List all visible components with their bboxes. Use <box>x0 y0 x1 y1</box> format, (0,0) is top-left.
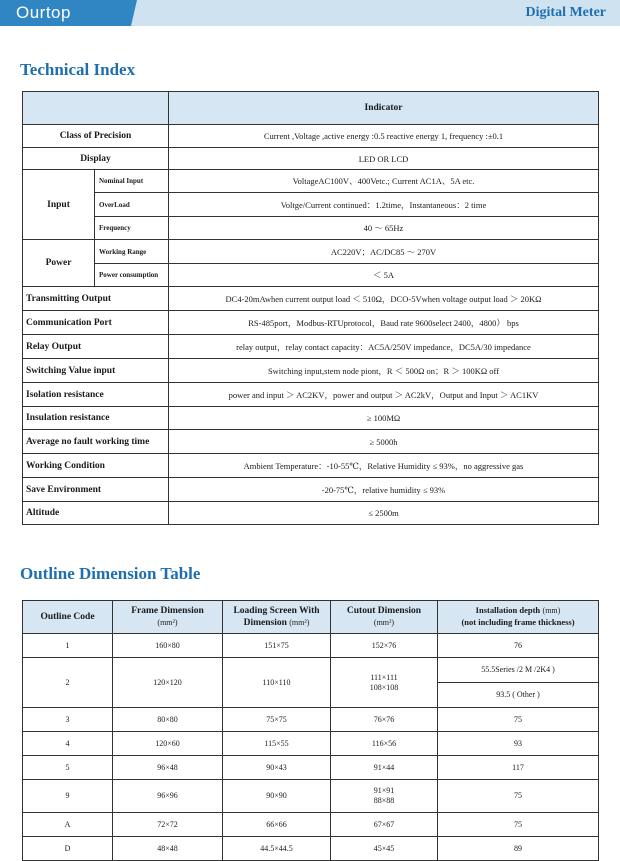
row-value: RS-485port，Modbus-RTUprotocol，Baud rate 9600select 2400，4800） bps <box>169 311 599 335</box>
header-title: Digital Meter <box>525 5 606 20</box>
table-row <box>23 502 599 525</box>
row-sublabel: Nominal Input <box>95 170 169 193</box>
row-value: power and input ＞ AC2KV，power and output ＞ AC2kV，Output and Input ＞ AC1KV <box>169 383 599 407</box>
installation-depth-header: Installation depth (mm) (not including frame thickness) <box>438 601 599 634</box>
outline-code-cell: 9 <box>23 780 113 813</box>
row-label: Average no fault working time <box>23 430 169 454</box>
outline-code-cell: D <box>23 837 113 861</box>
table-row <box>23 407 599 430</box>
frame-cell: 96×48 <box>113 756 223 780</box>
frame-cell: 80×80 <box>113 708 223 732</box>
cutout-cell: 91×91 88×88 <box>331 780 438 813</box>
table-row <box>23 359 599 383</box>
row-value: 40 ～ 65Hz <box>169 217 599 240</box>
loading-cell: 66×66 <box>223 813 331 837</box>
brand-logo: Ourtop <box>0 0 131 26</box>
row-label: Insulation resistance <box>23 407 169 430</box>
frame-dimension-header: Frame Dimension (mm²) <box>113 601 223 634</box>
depth-cell: 75 <box>438 708 599 732</box>
depth-cell: 76 <box>438 634 599 658</box>
table-row <box>23 170 599 193</box>
header-bar <box>0 0 620 26</box>
row-value: Voltge/Current continued：1.2time，Instantaneous：2 time <box>169 193 599 217</box>
technical-index-title: Technical Index <box>20 60 136 79</box>
outline-code-cell: 2 <box>23 658 113 708</box>
brand-corner <box>131 0 137 26</box>
row-sublabel: Power consumption <box>95 264 169 287</box>
depth-cell: 89 <box>438 837 599 861</box>
table-row <box>23 217 599 240</box>
row-label: Isolation resistance <box>23 383 169 407</box>
row-value: -20-75℃，relative humidity ≤ 93% <box>169 478 599 502</box>
outline-dimension-table <box>22 600 599 861</box>
cutout-cell: 111×111 108×108 <box>331 658 438 708</box>
row-value: ≥ 5000h <box>169 430 599 454</box>
outline-code-cell: A <box>23 813 113 837</box>
row-value: ≤ 2500m <box>169 502 599 525</box>
row-value: relay output，relay contact capacity：AC5A/250V impedance，DC5A/30 impedance <box>169 335 599 359</box>
table-row <box>23 148 599 170</box>
table-row <box>23 240 599 264</box>
row-label: Save Environment <box>23 478 169 502</box>
cutout-cell: 76×76 <box>331 708 438 732</box>
frame-cell: 160×80 <box>113 634 223 658</box>
power-label: Power <box>23 240 95 287</box>
row-value: AC220V；AC/DC85 ～ 270V <box>169 240 599 264</box>
frame-cell: 48×48 <box>113 837 223 861</box>
indicator-header: Indicator <box>169 92 599 125</box>
table-row <box>23 264 599 287</box>
row-value: ≥ 100MΩ <box>169 407 599 430</box>
cutout-cell: 67×67 <box>331 813 438 837</box>
row-label: Display <box>23 148 169 170</box>
depth-cell: 93.5 ( Other ) <box>438 683 599 708</box>
frame-cell: 96×96 <box>113 780 223 813</box>
table-row <box>23 287 599 311</box>
row-value: DC4-20mAwhen current output load ＜ 510Ω，DCO-5Vwhen voltage output load ＞ 20KΩ <box>169 287 599 311</box>
table-row <box>23 732 599 756</box>
loading-cell: 44.5×44.5 <box>223 837 331 861</box>
table-row <box>23 837 599 861</box>
frame-cell: 72×72 <box>113 813 223 837</box>
cutout-dimension-header: Cutout Dimension (mm²) <box>331 601 438 634</box>
outline-code-header: Outline Code <box>23 601 113 634</box>
table-row <box>23 658 599 683</box>
row-label: Transmitting Output <box>23 287 169 311</box>
row-sublabel: Frequency <box>95 217 169 240</box>
header-blank-cell <box>23 92 169 125</box>
row-value: VoltageAC100V、400Vetc.; Current AC1A、5A etc. <box>169 170 599 193</box>
table-header-row <box>23 601 599 634</box>
row-value: Ambient Temperature：-10-55℃，Relative Humidity ≤ 93%，no aggressive gas <box>169 454 599 478</box>
row-label: Relay Output <box>23 335 169 359</box>
frame-cell: 120×60 <box>113 732 223 756</box>
row-label: Switching Value input <box>23 359 169 383</box>
loading-screen-header: Loading Screen With Dimension (mm²) <box>223 601 331 634</box>
table-row <box>23 193 599 217</box>
row-value: Current ,Voltage ,active energy :0.5 reactive energy 1, frequency :±0.1 <box>169 125 599 148</box>
table-row <box>23 335 599 359</box>
table-row <box>23 756 599 780</box>
table-row <box>23 430 599 454</box>
input-label: Input <box>23 170 95 240</box>
technical-index-table <box>22 91 599 525</box>
depth-cell: 55.5Series /2 M /2K4 ) <box>438 658 599 683</box>
row-label: Class of Precision <box>23 125 169 148</box>
table-row <box>23 634 599 658</box>
table-row <box>23 478 599 502</box>
row-label: Communication Port <box>23 311 169 335</box>
loading-cell: 151×75 <box>223 634 331 658</box>
table-row <box>23 708 599 732</box>
loading-cell: 75×75 <box>223 708 331 732</box>
loading-cell: 115×55 <box>223 732 331 756</box>
table-row <box>23 125 599 148</box>
frame-cell: 120×120 <box>113 658 223 708</box>
outline-code-cell: 5 <box>23 756 113 780</box>
outline-code-cell: 3 <box>23 708 113 732</box>
row-value: Switching input,stem node piont，R ＜ 500Ω on；R ＞ 100KΩ off <box>169 359 599 383</box>
table-header-row <box>23 92 599 125</box>
row-label: Working Condition <box>23 454 169 478</box>
depth-cell: 93 <box>438 732 599 756</box>
outline-dimension-title: Outline Dimension Table <box>20 564 201 583</box>
depth-cell: 117 <box>438 756 599 780</box>
depth-cell: 75 <box>438 813 599 837</box>
cutout-cell: 116×56 <box>331 732 438 756</box>
loading-cell: 110×110 <box>223 658 331 708</box>
cutout-cell: 91×44 <box>331 756 438 780</box>
table-row <box>23 780 599 813</box>
loading-cell: 90×90 <box>223 780 331 813</box>
row-sublabel: Working Range <box>95 240 169 264</box>
table-row <box>23 311 599 335</box>
loading-cell: 90×43 <box>223 756 331 780</box>
outline-code-cell: 4 <box>23 732 113 756</box>
table-row <box>23 454 599 478</box>
cutout-cell: 152×76 <box>331 634 438 658</box>
row-value: ＜ 5A <box>169 264 599 287</box>
row-value: LED OR LCD <box>169 148 599 170</box>
table-row <box>23 813 599 837</box>
row-sublabel: OverLoad <box>95 193 169 217</box>
table-row <box>23 383 599 407</box>
cutout-cell: 45×45 <box>331 837 438 861</box>
row-label: Altitude <box>23 502 169 525</box>
depth-cell: 75 <box>438 780 599 813</box>
outline-code-cell: 1 <box>23 634 113 658</box>
